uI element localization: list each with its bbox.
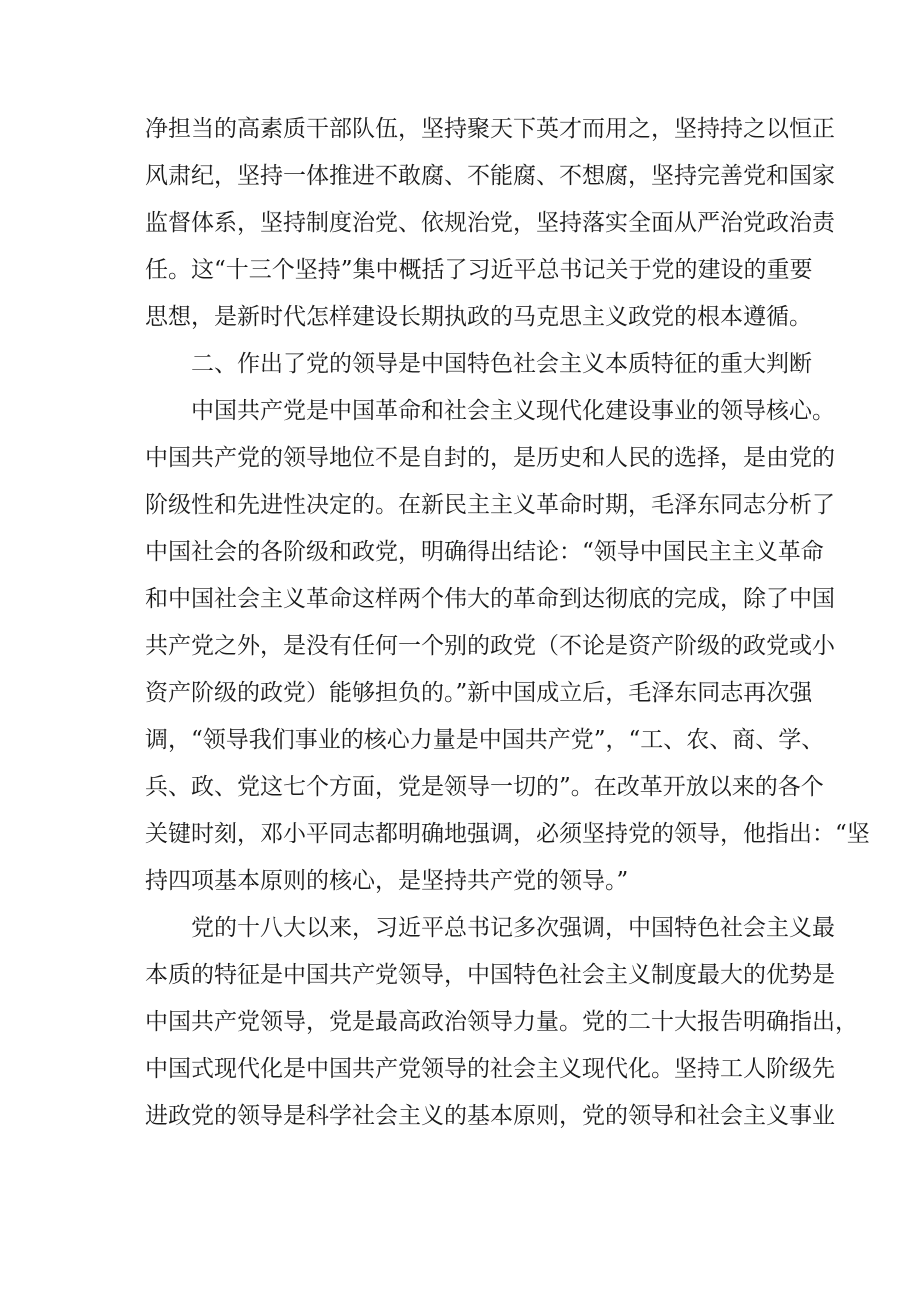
text-line: 兵、政、党这七个方面，党是领导一切的”。在改革开放以来的各个 xyxy=(145,774,824,800)
text-line: 净担当的高素质干部队伍，坚持聚天下英才而用之，坚持持之以恒正 xyxy=(145,116,835,142)
text-line: 共产党之外，是没有任何一个别的政党（不论是资产阶级的政党或小 xyxy=(145,633,835,659)
text-line: 中国共产党的领导地位不是自封的，是历史和人民的选择，是由党的 xyxy=(145,445,835,471)
text-line: 资产阶级的政党）能够担负的。”新中国成立后，毛泽东同志再次强 xyxy=(145,680,813,706)
text-line: 持四项基本原则的核心，是坚持共产党的领导。” xyxy=(145,868,629,894)
text-line: 中国共产党领导，党是最高政治领导力量。党的二十大报告明确指出， xyxy=(145,1009,858,1035)
text-line: 阶级性和先进性决定的。在新民主主义革命时期，毛泽东同志分析了 xyxy=(145,492,835,518)
text-line: 调，“领导我们事业的核心力量是中国共产党”，“工、农、商、学、 xyxy=(145,727,825,753)
text-line: 中国共产党是中国革命和社会主义现代化建设事业的领导核心。 xyxy=(191,398,835,424)
text-line: 关键时刻，邓小平同志都明确地强调，必须坚持党的领导，他指出：“坚 xyxy=(145,821,870,847)
text-line: 中国式现代化是中国共产党领导的社会主义现代化。坚持工人阶级先 xyxy=(145,1056,835,1082)
text-line: 监督体系，坚持制度治党、依规治党，坚持落实全面从严治党政治责 xyxy=(145,210,835,236)
paragraph xyxy=(145,905,858,1140)
text-line: 党的十八大以来，习近平总书记多次强调，中国特色社会主义最 xyxy=(191,915,835,941)
text-line: 思想，是新时代怎样建设长期执政的马克思主义政党的根本遵循。 xyxy=(145,304,812,330)
text-line: 进政党的领导是科学社会主义的基本原则，党的领导和社会主义事业 xyxy=(145,1103,835,1129)
text-line: 中国社会的各阶级和政党，明确得出结论：“领导中国民主主义革命 xyxy=(145,539,824,565)
text-line: 任。这“十三个坚持”集中概括了习近平总书记关于党的建设的重要 xyxy=(145,257,813,283)
text-line: 和中国社会主义革命这样两个伟大的革命到达彻底的完成，除了中国 xyxy=(145,586,835,612)
section-heading xyxy=(145,341,812,388)
document-body xyxy=(145,106,870,1140)
text-line: 风肃纪，坚持一体推进不敢腐、不能腐、不想腐，坚持完善党和国家 xyxy=(145,163,835,189)
paragraph xyxy=(145,388,870,905)
heading-text: 二、作出了党的领导是中国特色社会主义本质特征的重大判断 xyxy=(191,351,812,377)
paragraph-continuation xyxy=(145,106,835,341)
text-line: 本质的特征是中国共产党领导，中国特色社会主义制度最大的优势是 xyxy=(145,962,835,988)
